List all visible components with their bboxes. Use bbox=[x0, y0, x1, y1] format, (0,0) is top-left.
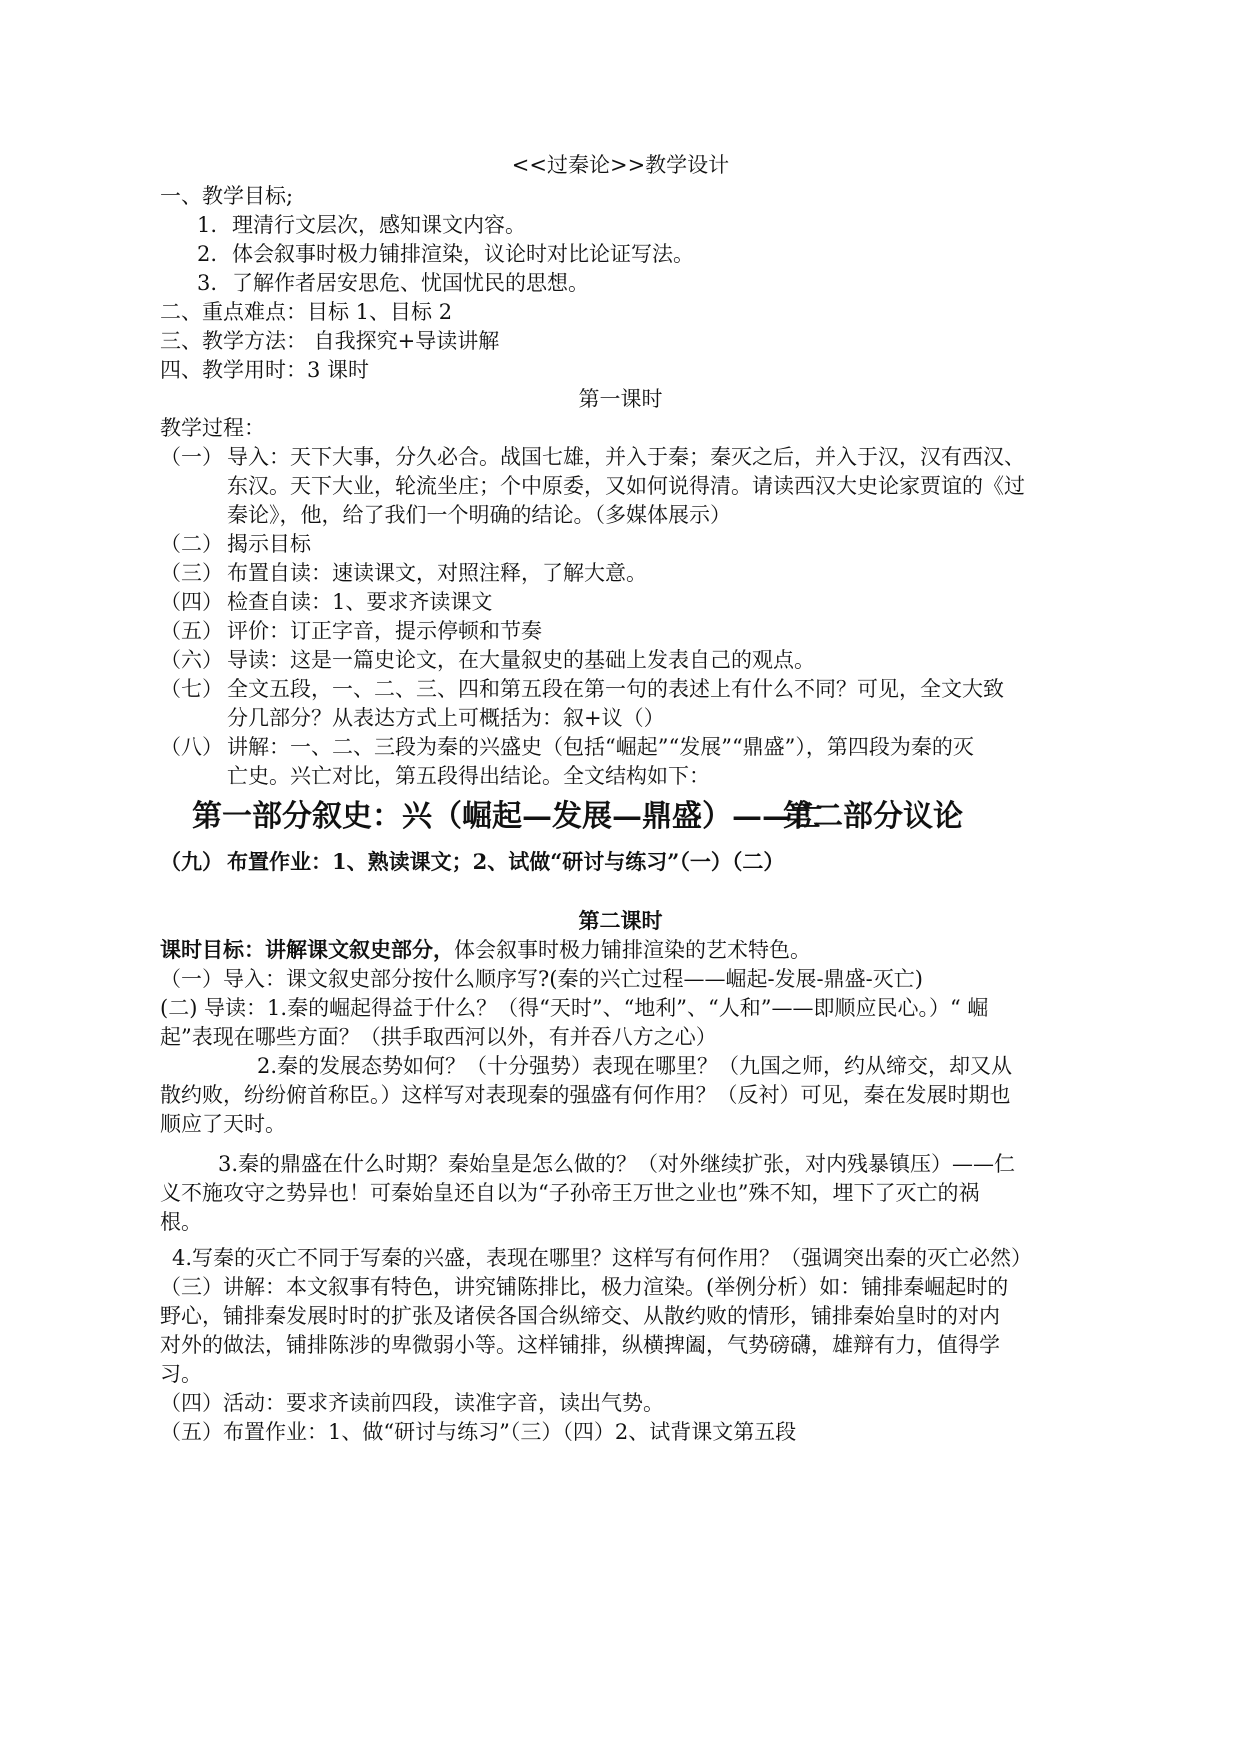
step-number: （五） bbox=[160, 619, 223, 643]
goals-heading: 一、教学目标; bbox=[160, 184, 294, 208]
lesson2-line: 起”表现在哪些方面？（拱手取西河以外，有并吞八方之心） bbox=[160, 1025, 717, 1049]
lesson2-line: 散约败，纷纷俯首称臣。）这样写对表现秦的强盛有何作用？（反衬）可见，秦在发展时期也 bbox=[160, 1083, 1011, 1107]
step-number: （二） bbox=[160, 532, 223, 556]
step-number: （三） bbox=[160, 561, 223, 585]
goal-number: 3. bbox=[197, 271, 218, 295]
document-title: <<过秦论>>教学设计 bbox=[511, 153, 730, 177]
step-number: （六） bbox=[160, 648, 223, 672]
lesson2-line: 习。 bbox=[160, 1362, 202, 1386]
teaching-method: 三、教学方法： 自我探究+导读讲解 bbox=[160, 329, 500, 353]
lesson2-line: 顺应了天时。 bbox=[160, 1112, 286, 1136]
step-text: 东汉。天下大业，轮流坐庄；个中原委，又如何说得清。请读西汉大史论家贾谊的《过 bbox=[227, 474, 1025, 498]
goal-text: 体会叙事时极力铺排渲染，议论时对比论证写法。 bbox=[232, 242, 694, 266]
step-text: 布置自读：速读课文，对照注释，了解大意。 bbox=[227, 561, 647, 585]
goal-text: 理清行文层次，感知课文内容。 bbox=[232, 213, 526, 237]
lesson2-line: 义不施攻守之势异也！可秦始皇还自以为“子孙帝王万世之业也”殊不知，埋下了灭亡的祸 bbox=[160, 1181, 980, 1205]
lesson2-line: （一）导入：课文叙史部分按什么顺序写?(秦的兴亡过程——崛起-发展-鼎盛-灭亡) bbox=[160, 967, 923, 991]
lesson2-line: 3.秦的鼎盛在什么时期？秦始皇是怎么做的？（对外继续扩张，对内残暴镇压）——仁 bbox=[218, 1152, 1016, 1176]
step-text: 分几部分？从表达方式上可概括为：叙+议（） bbox=[227, 706, 665, 730]
step-text: 讲解：一、二、三段为秦的兴盛史（包括“崛起”“发展”“鼎盛”），第四段为秦的灭 bbox=[227, 735, 974, 759]
key-points: 二、重点难点：目标 1、目标 2 bbox=[160, 300, 453, 324]
lesson2-line: 根。 bbox=[160, 1210, 202, 1234]
step-text: 导读：这是一篇史论文，在大量叙史的基础上发表自己的观点。 bbox=[227, 648, 815, 672]
lesson2-line: 野心，铺排秦发展时时的扩张及诸侯各国合纵缔交、从散约败的情形，铺排秦始皇时的对内 bbox=[160, 1304, 1000, 1328]
structure-part1: 第一部分叙史：兴（崛起—发展—鼎盛）——亡 bbox=[192, 799, 822, 834]
goal-number: 1. bbox=[197, 213, 218, 237]
objective-rest: 体会叙事时极力铺排渲染的艺术特色。 bbox=[454, 938, 811, 962]
lesson2-objective bbox=[160, 935, 811, 965]
lesson2-line: 4.写秦的灭亡不同于写秦的兴盛，表现在哪里？这样写有何作用？（强调突出秦的灭亡必然） bbox=[172, 1246, 1033, 1270]
step-text: 秦论》，他，给了我们一个明确的结论。（多媒体展示） bbox=[227, 503, 731, 527]
objective-bold: 课时目标：讲解课文叙史部分， bbox=[160, 937, 454, 962]
step-number: （八） bbox=[160, 735, 223, 759]
homework-number: （九） bbox=[160, 849, 223, 874]
step-number: （四） bbox=[160, 590, 223, 614]
lesson2-title: 第二课时 bbox=[578, 908, 663, 933]
goal-number: 2. bbox=[197, 242, 218, 266]
lesson2-line: (二) 导读：1.秦的崛起得益于什么？（得“天时”、“地利”、“人和”——即顺应民心。）“ 崛 bbox=[160, 996, 989, 1020]
lesson2-line: （五）布置作业：1、做“研讨与练习”（三）（四）2、试背课文第五段 bbox=[160, 1420, 797, 1444]
lesson2-line: 对外的做法，铺排陈涉的卑微弱小等。这样铺排，纵横捭阖，气势磅礴，雄辩有力，值得学 bbox=[160, 1333, 1000, 1357]
lesson2-line: （三）讲解：本文叙事有特色，讲究铺陈排比，极力渲染。(举例分析）如：铺排秦崛起时的 bbox=[160, 1275, 1009, 1299]
structure-part2: 第二部分议论 bbox=[783, 799, 963, 834]
process-label: 教学过程： bbox=[160, 416, 265, 440]
teaching-hours: 四、教学用时：3 课时 bbox=[160, 358, 370, 382]
step-number: （七） bbox=[160, 677, 223, 701]
lesson1-title: 第一课时 bbox=[578, 387, 663, 411]
goal-text: 了解作者居安思危、忧国忧民的思想。 bbox=[232, 271, 589, 295]
step-text: 揭示目标 bbox=[227, 532, 311, 556]
step-text: 检查自读：1、要求齐读课文 bbox=[227, 590, 493, 614]
lesson2-line: （四）活动：要求齐读前四段，读准字音，读出气势。 bbox=[160, 1391, 664, 1415]
step-text: 全文五段，一、二、三、四和第五段在第一句的表述上有什么不同？可见，全文大致 bbox=[227, 677, 1004, 701]
homework-text: 布置作业：1、熟读课文；2、试做“研讨与练习”（一）（二） bbox=[227, 849, 785, 874]
step-number: （一） bbox=[160, 445, 223, 469]
step-text: 导入：天下大事，分久必合。战国七雄，并入于秦；秦灭之后，并入于汉，汉有西汉、 bbox=[227, 445, 1025, 469]
step-text: 评价：订正字音，提示停顿和节奏 bbox=[227, 619, 542, 643]
step-text: 亡史。兴亡对比，第五段得出结论。全文结构如下： bbox=[227, 764, 710, 788]
lesson2-line: 2.秦的发展态势如何？（十分强势）表现在哪里？（九国之师，约从缔交，却又从 bbox=[257, 1054, 1013, 1078]
